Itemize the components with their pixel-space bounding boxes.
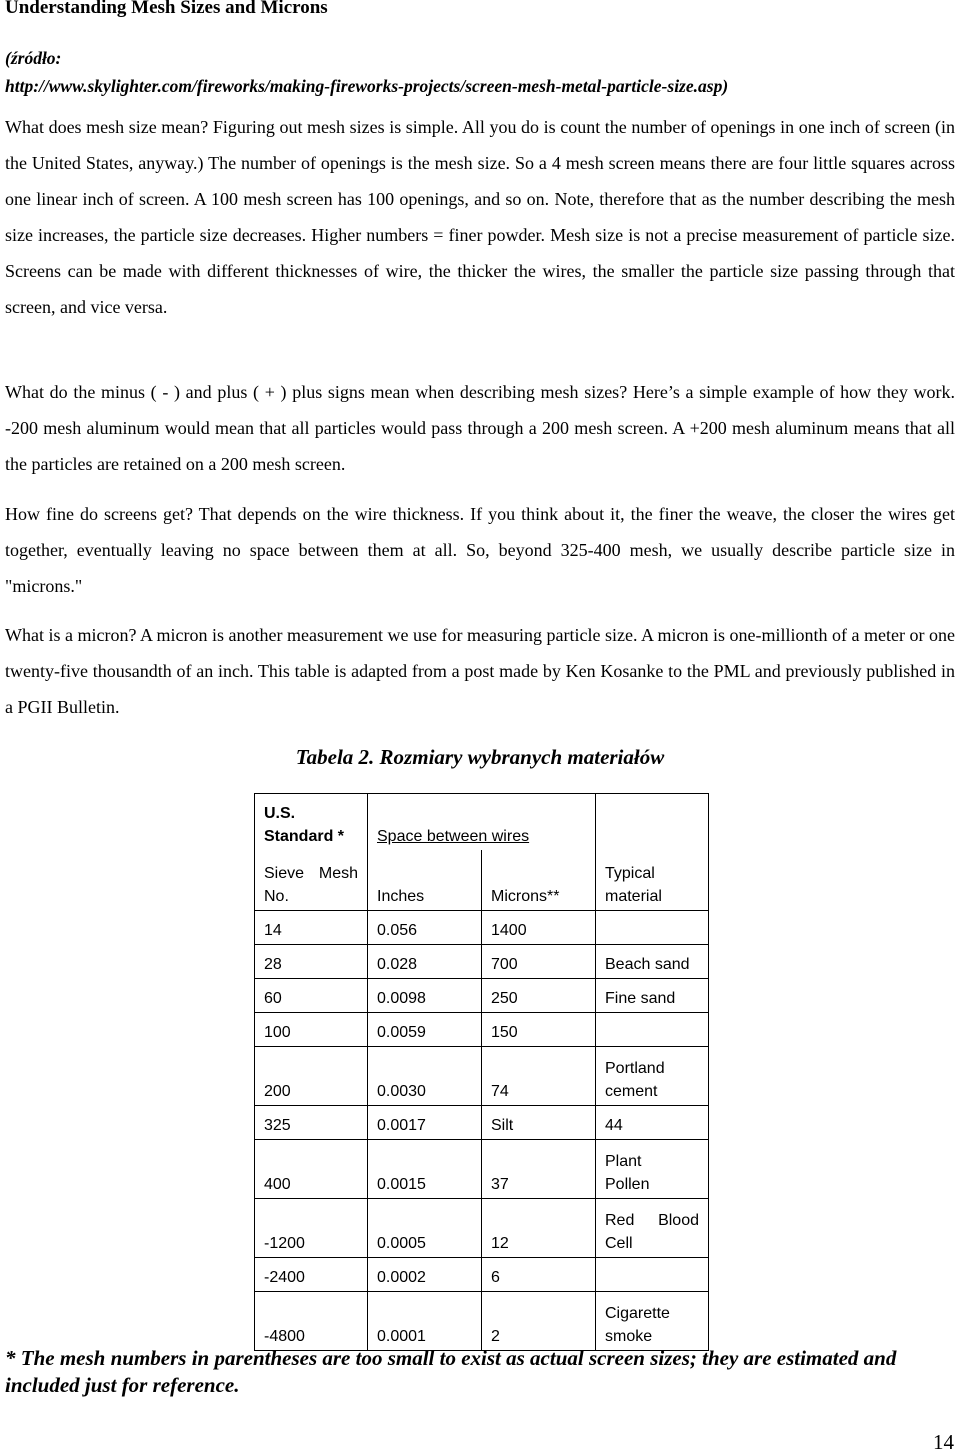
cell-mesh: 60: [255, 979, 368, 1013]
paragraph-plus-minus: What do the minus ( - ) and plus ( + ) plus signs mean when describing mesh sizes? Here’s a simple example of how they work. -200 mesh aluminum would mean that all particles would pass through a 200 mesh screen. A +200 mesh aluminum means that all the particles are retained on a 200 mesh screen.: [5, 382, 955, 474]
header-material-word: material: [605, 888, 662, 905]
table-row: [255, 1013, 709, 1047]
cell-microns: 6: [482, 1258, 596, 1292]
cell-microns: 12: [482, 1199, 596, 1258]
header-space-label: Space between wires: [377, 828, 530, 845]
cell-inches: 0.0015: [368, 1140, 482, 1199]
table-footnote: * The mesh numbers in parentheses are too small to exist as actual screen sizes; they are estimated and included just for reference.: [5, 1346, 897, 1397]
page-title: Understanding Mesh Sizes and Microns: [5, 0, 328, 18]
cell-mesh: -1200: [255, 1199, 368, 1258]
cell-material: [596, 911, 709, 945]
cell-mesh: 14: [255, 911, 368, 945]
cell-material: [596, 1047, 709, 1106]
header-typical-word: Typical: [605, 865, 655, 882]
cell-microns: Silt: [482, 1106, 596, 1140]
source-url: http://www.skylighter.com/fireworks/making-fireworks-projects/screen-mesh-metal-particle-size.asp): [5, 76, 729, 96]
header-us-standard: [255, 794, 368, 851]
cell-material-line: cement: [605, 1083, 658, 1100]
header-standard-label: Standard *: [264, 828, 345, 845]
cell-mesh: 100: [255, 1013, 368, 1047]
header-typical-material: [596, 850, 709, 911]
source-citation: [5, 44, 728, 100]
cell-material-line: Cell: [605, 1235, 633, 1252]
cell-inches: 0.0001: [368, 1292, 482, 1351]
cell-material-word: Blood: [658, 1212, 699, 1229]
paragraph-fine-screens: How fine do screens get? That depends on the wire thickness. If you think about it, the finer the weave, the closer the wires get together, eventually leaving no space between them at all. So, beyond 325-400 mesh, we usually describe particle size in "microns.": [5, 504, 955, 596]
cell-mesh: -2400: [255, 1258, 368, 1292]
cell-material-line: smoke: [605, 1328, 653, 1345]
cell-mesh: -4800: [255, 1292, 368, 1351]
cell-inches: 0.0005: [368, 1199, 482, 1258]
cell-mesh: 200: [255, 1047, 368, 1106]
cell-inches: 0.056: [368, 911, 482, 945]
mesh-size-table: [254, 793, 709, 1351]
table-row: [255, 979, 709, 1013]
cell-microns: 37: [482, 1140, 596, 1199]
cell-inches: 0.0017: [368, 1106, 482, 1140]
table-row: [255, 911, 709, 945]
table-row: [255, 1047, 709, 1106]
table-row: [255, 1199, 709, 1258]
cell-material: Beach sand: [596, 945, 709, 979]
table-header-row: [255, 794, 709, 851]
header-microns: Microns**: [482, 850, 596, 911]
cell-material: [596, 1258, 709, 1292]
table-subheader-row: [255, 850, 709, 911]
cell-mesh: 325: [255, 1106, 368, 1140]
header-no-word: No.: [264, 888, 289, 905]
table-row: [255, 1140, 709, 1199]
page-number: 14: [933, 1430, 954, 1454]
cell-mesh: 400: [255, 1140, 368, 1199]
cell-microns: 74: [482, 1047, 596, 1106]
table-row: [255, 1106, 709, 1140]
header-sieve-mesh-no: [255, 850, 368, 911]
source-label: (źródło:: [5, 48, 62, 68]
cell-microns: 2: [482, 1292, 596, 1351]
cell-microns: 150: [482, 1013, 596, 1047]
cell-material-line: Plant: [605, 1153, 642, 1170]
header-space-between-wires: [368, 794, 596, 851]
cell-material: [596, 1199, 709, 1258]
cell-inches: 0.028: [368, 945, 482, 979]
cell-mesh: 28: [255, 945, 368, 979]
table-row: [255, 945, 709, 979]
cell-material: [596, 1013, 709, 1047]
cell-material-line: Portland: [605, 1060, 665, 1077]
cell-material: Fine sand: [596, 979, 709, 1013]
header-us-label: U.S.: [264, 805, 296, 822]
cell-microns: 1400: [482, 911, 596, 945]
header-sieve-word: Sieve: [264, 865, 305, 882]
table-row: [255, 1258, 709, 1292]
cell-material-line: Pollen: [605, 1176, 650, 1193]
cell-material-word: Red: [605, 1212, 635, 1229]
paragraph-micron: What is a micron? A micron is another measurement we use for measuring particle size. A micron is one-millionth of a meter or one twenty-five thousandth of an inch. This table is adapted from a post made by Ken Kosanke to the PML and previously published in a PGII Bulletin.: [5, 625, 955, 717]
header-empty: [596, 794, 709, 851]
cell-material: [596, 1292, 709, 1351]
cell-material-line: Cigarette: [605, 1305, 670, 1322]
cell-material-line: [605, 1209, 699, 1232]
paragraph-mesh-size: What does mesh size mean? Figuring out mesh sizes is simple. All you do is count the number of openings in one inch of screen (in the United States, anyway.) The number of openings is the mesh size. So a 4 mesh screen means there are four little squares across one linear inch of screen. A 100 mesh screen has 100 openings, and so on. Note, therefore that as the number describing the mesh size increases, the particle size decreases. Higher numbers = finer powder. Mesh size is not a precise measurement of particle size. Screens can be made with different thicknesses of wire, the thicker the wires, the smaller the particle size passing through that screen, and vice versa.: [5, 117, 955, 317]
cell-material: [596, 1140, 709, 1199]
cell-inches: 0.0002: [368, 1258, 482, 1292]
header-sieve-mesh-line: [264, 862, 358, 885]
cell-inches: 0.0030: [368, 1047, 482, 1106]
table-caption: Tabela 2. Rozmiary wybranych materiałów: [295, 745, 665, 769]
cell-inches: 0.0059: [368, 1013, 482, 1047]
cell-material: 44: [596, 1106, 709, 1140]
header-mesh-word: Mesh: [318, 865, 358, 882]
cell-microns: 250: [482, 979, 596, 1013]
table-row: [255, 1292, 709, 1351]
header-inches: Inches: [368, 850, 482, 911]
cell-inches: 0.0098: [368, 979, 482, 1013]
cell-microns: 700: [482, 945, 596, 979]
